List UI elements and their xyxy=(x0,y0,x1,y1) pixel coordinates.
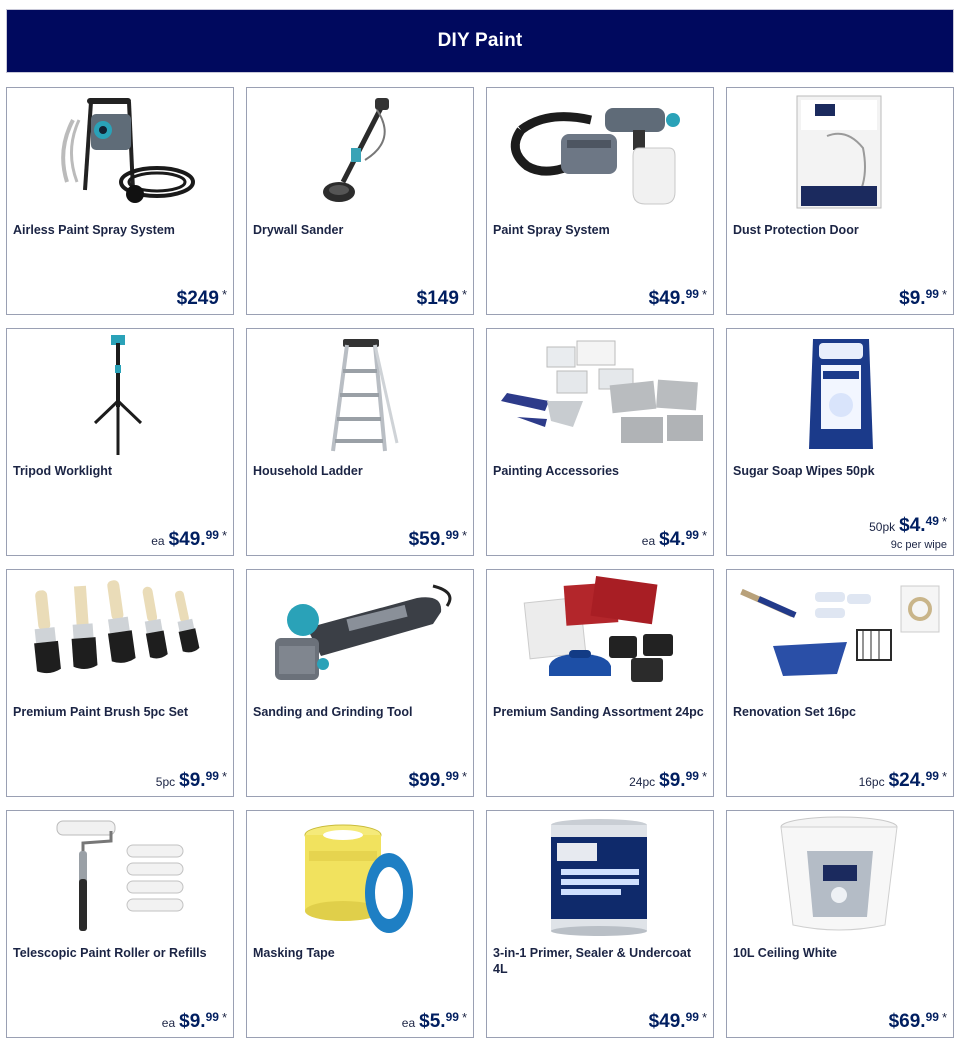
product-name: Household Ladder xyxy=(253,464,363,478)
product-name: 10L Ceiling White xyxy=(733,946,837,960)
price-cents: 99 xyxy=(445,1010,459,1024)
product-card[interactable] xyxy=(6,87,234,315)
price-asterisk: * xyxy=(941,514,947,529)
product-name: Telescopic Paint Roller or Refills xyxy=(13,946,207,960)
product-card[interactable] xyxy=(726,87,954,315)
price-asterisk: * xyxy=(941,769,947,784)
product-price xyxy=(151,529,227,551)
price-dollars: $149 xyxy=(416,288,459,309)
price-cents: 99 xyxy=(205,1010,219,1024)
price-asterisk: * xyxy=(941,1010,947,1025)
price-dollars: $9. xyxy=(179,1011,206,1032)
price-dollars: $49. xyxy=(168,529,206,550)
product-card[interactable] xyxy=(246,328,474,556)
step-ladder-icon xyxy=(247,331,473,457)
product-card[interactable] xyxy=(6,328,234,556)
product-name: Dust Protection Door xyxy=(733,223,859,237)
price-asterisk: * xyxy=(221,287,227,302)
product-name: Sugar Soap Wipes 50pk xyxy=(733,464,875,478)
price-asterisk: * xyxy=(701,287,707,302)
price-asterisk: * xyxy=(221,528,227,543)
product-card[interactable] xyxy=(726,328,954,556)
page-header xyxy=(6,9,954,73)
grinder-tool-icon xyxy=(247,572,473,698)
product-price xyxy=(649,1011,707,1033)
price-asterisk: * xyxy=(701,528,707,543)
price-unit: 50pk xyxy=(869,520,896,534)
price-dollars: $9. xyxy=(659,770,686,791)
paint-brush-set-icon xyxy=(7,572,233,698)
price-cents: 99 xyxy=(445,769,459,783)
product-card[interactable] xyxy=(6,569,234,797)
product-price xyxy=(889,1011,947,1033)
paint-bucket-icon xyxy=(727,813,953,939)
product-price xyxy=(156,770,227,792)
product-card[interactable] xyxy=(246,810,474,1038)
product-price xyxy=(177,288,227,310)
product-price xyxy=(899,288,947,310)
price-dollars: $69. xyxy=(888,1011,926,1032)
price-cents: 99 xyxy=(205,769,219,783)
price-cents: 99 xyxy=(925,769,939,783)
price-cents: 99 xyxy=(685,287,699,301)
product-card[interactable] xyxy=(246,87,474,315)
product-card[interactable] xyxy=(486,810,714,1038)
price-asterisk: * xyxy=(461,1010,467,1025)
paint-roller-icon xyxy=(7,813,233,939)
tripod-worklight-icon xyxy=(7,331,233,457)
price-dollars: $49. xyxy=(648,1011,686,1032)
product-price xyxy=(162,1011,227,1033)
price-dollars: $4. xyxy=(899,515,926,536)
price-asterisk: * xyxy=(461,287,467,302)
product-price xyxy=(409,529,467,551)
price-unit: 5pc xyxy=(155,775,176,789)
product-price xyxy=(629,770,707,792)
primer-paint-can-icon xyxy=(487,813,713,939)
product-price xyxy=(869,515,947,537)
price-cents: 99 xyxy=(205,528,219,542)
price-asterisk: * xyxy=(701,769,707,784)
product-name: Renovation Set 16pc xyxy=(733,705,856,719)
price-cents: 99 xyxy=(445,528,459,542)
product-grid xyxy=(6,87,954,1038)
price-unit: ea xyxy=(641,534,656,548)
price-dollars: $49. xyxy=(648,288,686,309)
product-card[interactable] xyxy=(486,87,714,315)
price-dollars: $24. xyxy=(888,770,926,791)
price-asterisk: * xyxy=(941,287,947,302)
product-name: Premium Sanding Assortment 24pc xyxy=(493,705,704,719)
product-name: Airless Paint Spray System xyxy=(13,223,175,237)
product-name: Premium Paint Brush 5pc Set xyxy=(13,705,189,719)
product-name: Sanding and Grinding Tool xyxy=(253,705,413,719)
price-dollars: $59. xyxy=(408,529,446,550)
product-price xyxy=(417,288,467,310)
price-cents: 99 xyxy=(685,1010,699,1024)
price-asterisk: * xyxy=(221,1010,227,1025)
wipes-pack-icon xyxy=(727,331,953,457)
drywall-sander-icon xyxy=(247,90,473,216)
price-asterisk: * xyxy=(221,769,227,784)
product-name: Drywall Sander xyxy=(253,223,344,237)
product-card[interactable] xyxy=(486,328,714,556)
masking-tape-icon xyxy=(247,813,473,939)
price-dollars: $9. xyxy=(179,770,206,791)
product-name: 3-in-1 Primer, Sealer & Undercoat 4L xyxy=(493,946,691,976)
product-card[interactable] xyxy=(6,810,234,1038)
product-price xyxy=(402,1011,467,1033)
price-unit: 16pc xyxy=(858,775,885,789)
product-card[interactable] xyxy=(486,569,714,797)
product-name: Painting Accessories xyxy=(493,464,619,478)
price-cents: 99 xyxy=(685,528,699,542)
dust-door-package-icon xyxy=(727,90,953,216)
product-name: Masking Tape xyxy=(253,946,335,960)
product-name: Tripod Worklight xyxy=(13,464,113,478)
price-asterisk: * xyxy=(461,769,467,784)
price-dollars: $5. xyxy=(419,1011,446,1032)
product-price xyxy=(409,770,467,792)
product-price xyxy=(859,770,947,792)
scraper-set-icon xyxy=(487,331,713,457)
page-title: DIY Paint xyxy=(437,30,523,51)
sanding-kit-icon xyxy=(487,572,713,698)
price-cents: 99 xyxy=(925,1010,939,1024)
product-card[interactable] xyxy=(246,569,474,797)
airless-paint-sprayer-icon xyxy=(7,90,233,216)
price-dollars: $9. xyxy=(899,288,926,309)
price-unit: ea xyxy=(161,1016,176,1030)
roller-tray-set-icon xyxy=(727,572,953,698)
price-cents: 99 xyxy=(925,287,939,301)
product-name: Paint Spray System xyxy=(493,223,610,237)
price-asterisk: * xyxy=(701,1010,707,1025)
price-asterisk: * xyxy=(461,528,467,543)
price-unit: ea xyxy=(151,534,165,548)
product-price xyxy=(649,288,707,310)
product-price xyxy=(642,529,707,551)
price-cents: 99 xyxy=(685,769,699,783)
paint-spray-gun-icon xyxy=(487,90,713,216)
price-unit: 24pc xyxy=(629,775,656,789)
product-card[interactable] xyxy=(726,810,954,1038)
price-dollars: $4. xyxy=(659,529,686,550)
price-dollars: $249 xyxy=(176,288,219,309)
price-cents: 49 xyxy=(925,514,939,528)
price-unit: ea xyxy=(401,1016,416,1030)
product-card[interactable] xyxy=(726,569,954,797)
price-dollars: $99. xyxy=(408,770,446,791)
unit-price-note: 9c per wipe xyxy=(890,539,947,551)
